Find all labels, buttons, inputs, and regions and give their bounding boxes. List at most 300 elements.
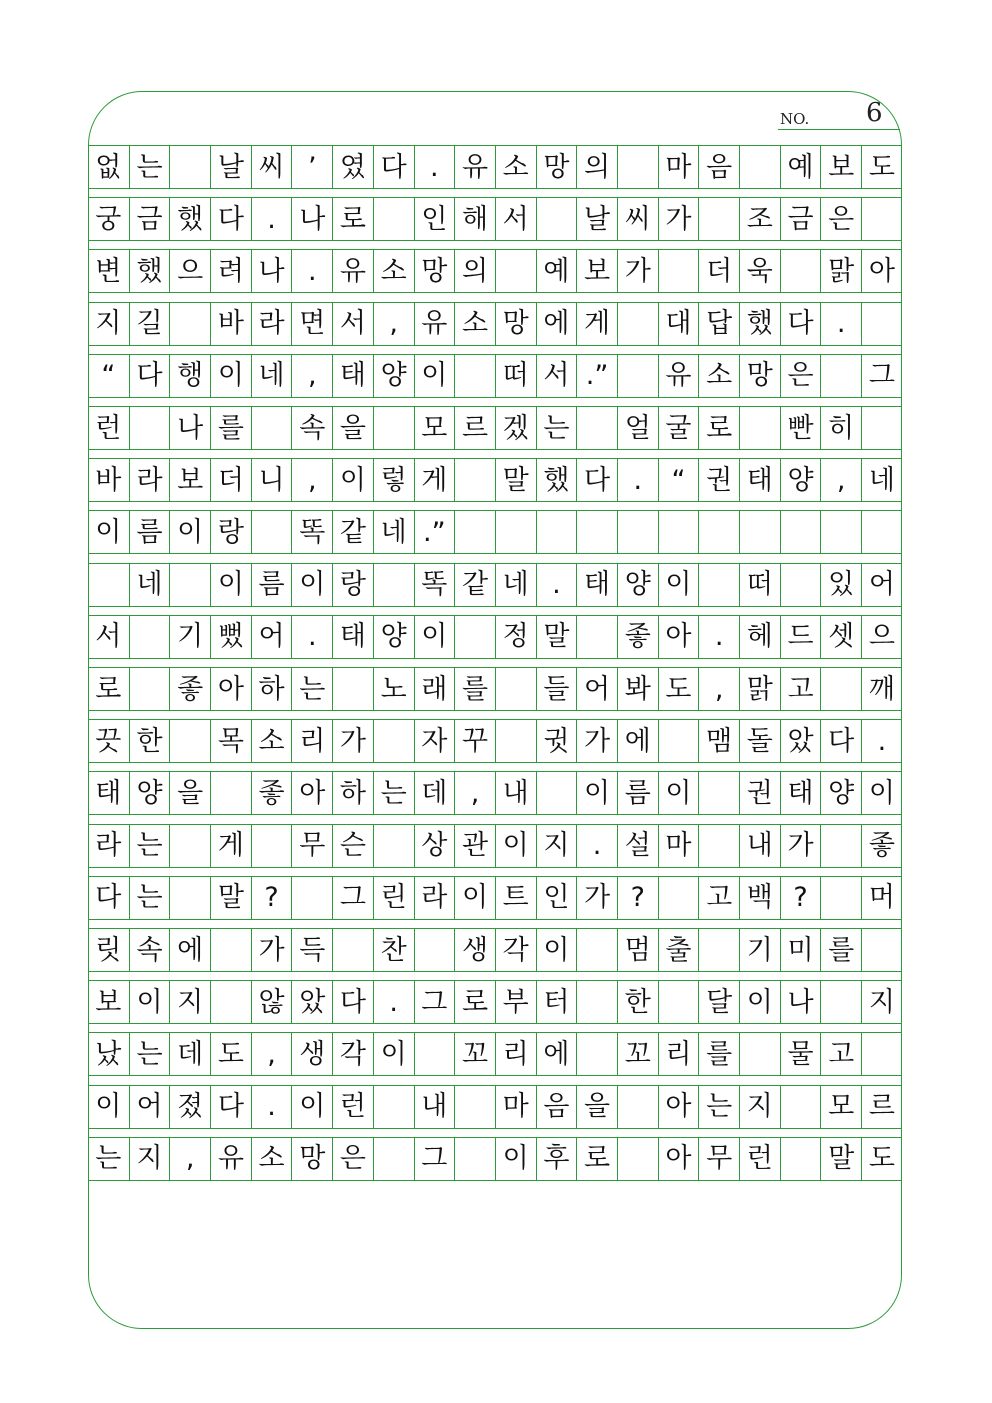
manuscript-cell: 멈 <box>617 929 658 971</box>
manuscript-cell: 보 <box>820 146 861 188</box>
manuscript-cell: 지 <box>536 825 577 867</box>
manuscript-cell: 가 <box>658 198 699 240</box>
manuscript-cell: 네 <box>251 355 292 397</box>
manuscript-cell: 터 <box>536 981 577 1023</box>
manuscript-cell: 런 <box>332 1086 373 1128</box>
manuscript-cell: 를 <box>698 1033 739 1075</box>
manuscript-cell: 깨 <box>861 668 902 710</box>
manuscript-cell: 로 <box>454 981 495 1023</box>
manuscript-cell: 로 <box>698 407 739 449</box>
manuscript-cell: 서 <box>95 621 122 653</box>
manuscript-cell: 려 <box>210 250 251 292</box>
manuscript-cell: . <box>617 459 658 501</box>
manuscript-cell <box>617 146 658 188</box>
manuscript-cell: 이 <box>373 1033 414 1075</box>
manuscript-cell: 이 <box>414 355 455 397</box>
manuscript-cell: ? <box>251 877 292 919</box>
manuscript-cell: 이 <box>291 1086 332 1128</box>
manuscript-cell <box>576 407 617 449</box>
manuscript-cell: “ <box>101 360 116 392</box>
manuscript-cell: , <box>291 459 332 501</box>
manuscript-cell <box>129 668 170 710</box>
manuscript-cell: ? <box>617 877 658 919</box>
manuscript-cell: 어 <box>251 616 292 658</box>
manuscript-cell: 득 <box>291 929 332 971</box>
manuscript-cell: 태 <box>332 616 373 658</box>
manuscript-cell: “ <box>658 459 699 501</box>
manuscript-cell: 아 <box>658 616 699 658</box>
manuscript-cell: 을 <box>332 407 373 449</box>
manuscript-cell: 릿 <box>95 934 122 966</box>
manuscript-cell: 무 <box>698 1138 739 1180</box>
manuscript-cell: 조 <box>739 198 780 240</box>
manuscript-cell: 지 <box>95 308 122 340</box>
manuscript-cell: 나 <box>780 981 821 1023</box>
manuscript-cell: 로 <box>576 1138 617 1180</box>
manuscript-cell: 소 <box>698 355 739 397</box>
manuscript-cell: 다 <box>95 882 122 914</box>
manuscript-cell: 지 <box>129 1138 170 1180</box>
manuscript-cell <box>129 616 170 658</box>
manuscript-cell: 이 <box>169 511 210 553</box>
manuscript-cell <box>780 1086 821 1128</box>
manuscript-cell: 로 <box>95 673 122 705</box>
manuscript-cell: 이 <box>291 564 332 606</box>
manuscript-cell: . <box>820 303 861 345</box>
manuscript-row <box>88 980 902 1024</box>
manuscript-cell: 귓 <box>536 720 577 762</box>
manuscript-cell: 음 <box>536 1086 577 1128</box>
manuscript-cell: 아 <box>210 668 251 710</box>
manuscript-cell: 권 <box>698 459 739 501</box>
manuscript-cell: 부 <box>495 981 536 1023</box>
manuscript-cell: , <box>454 772 495 814</box>
manuscript-cell <box>210 772 251 814</box>
manuscript-cell: 꼬 <box>454 1033 495 1075</box>
manuscript-cell: 좋 <box>861 825 902 867</box>
manuscript-cell: 있 <box>820 564 861 606</box>
manuscript-cell: 소 <box>251 720 292 762</box>
manuscript-cell <box>698 564 739 606</box>
manuscript-cell: 유 <box>332 250 373 292</box>
manuscript-cell: 아 <box>291 772 332 814</box>
manuscript-cell: 태 <box>780 772 821 814</box>
manuscript-cell <box>454 459 495 501</box>
manuscript-cell: .” <box>414 511 455 553</box>
manuscript-cell: 고 <box>780 668 821 710</box>
manuscript-cell: 았 <box>291 981 332 1023</box>
manuscript-cell: 지 <box>739 1086 780 1128</box>
manuscript-cell: 없 <box>95 151 122 183</box>
page-number-label: NO. <box>780 110 810 128</box>
manuscript-cell: 변 <box>95 255 122 287</box>
manuscript-cell: 소 <box>251 1138 292 1180</box>
manuscript-cell: 찬 <box>373 929 414 971</box>
manuscript-cell: 했 <box>739 303 780 345</box>
manuscript-cell: 궁 <box>95 203 122 235</box>
manuscript-cell: 똑 <box>291 511 332 553</box>
manuscript-row <box>88 302 902 346</box>
manuscript-cell: 인 <box>536 877 577 919</box>
manuscript-cell: 어 <box>129 1086 170 1128</box>
manuscript-row <box>88 719 902 763</box>
manuscript-cell <box>780 564 821 606</box>
manuscript-cell <box>332 929 373 971</box>
manuscript-cell <box>129 407 170 449</box>
manuscript-cell: 라 <box>414 877 455 919</box>
manuscript-cell: 마 <box>658 825 699 867</box>
manuscript-cell: 게 <box>576 303 617 345</box>
manuscript-cell: 다 <box>780 303 821 345</box>
manuscript-cell <box>576 929 617 971</box>
manuscript-cell: . <box>698 616 739 658</box>
manuscript-cell: 소 <box>495 146 536 188</box>
manuscript-cell <box>495 720 536 762</box>
manuscript-cell: 좋 <box>251 772 292 814</box>
manuscript-cell: 는 <box>536 407 577 449</box>
manuscript-cell: 금 <box>780 198 821 240</box>
manuscript-cell: 를 <box>454 668 495 710</box>
page-number: 6 <box>866 98 883 128</box>
manuscript-cell <box>332 668 373 710</box>
manuscript-cell: 름 <box>129 511 170 553</box>
manuscript-cell: 는 <box>698 1086 739 1128</box>
manuscript-cell: 가 <box>617 250 658 292</box>
manuscript-cell <box>820 981 861 1023</box>
manuscript-cell: 유 <box>658 355 699 397</box>
manuscript-cell <box>373 198 414 240</box>
manuscript-cell: 예 <box>780 146 821 188</box>
manuscript-cell: 트 <box>495 877 536 919</box>
manuscript-cell <box>658 877 699 919</box>
manuscript-cell: 달 <box>698 981 739 1023</box>
manuscript-cell: 아 <box>658 1086 699 1128</box>
manuscript-cell <box>780 1138 821 1180</box>
manuscript-cell: 소 <box>454 303 495 345</box>
manuscript-cell <box>658 981 699 1023</box>
manuscript-cell: 고 <box>698 877 739 919</box>
manuscript-cell <box>861 1033 902 1075</box>
manuscript-cell: . <box>373 981 414 1023</box>
manuscript-cell: 했 <box>536 459 577 501</box>
manuscript-cell <box>210 981 251 1023</box>
manuscript-cell <box>780 511 821 553</box>
manuscript-cell: ’ <box>291 146 332 188</box>
manuscript-cell <box>617 355 658 397</box>
manuscript-cell <box>861 511 902 553</box>
manuscript-cell <box>414 1033 455 1075</box>
manuscript-cell: 름 <box>251 564 292 606</box>
manuscript-cell: 각 <box>495 929 536 971</box>
manuscript-cell: 자 <box>414 720 455 762</box>
manuscript-cell: 다 <box>210 1086 251 1128</box>
manuscript-cell: 해 <box>454 198 495 240</box>
manuscript-row <box>88 145 902 189</box>
manuscript-cell: 후 <box>536 1138 577 1180</box>
manuscript-cell: 는 <box>95 1143 122 1175</box>
manuscript-cell: 똑 <box>414 564 455 606</box>
manuscript-cell <box>617 1138 658 1180</box>
manuscript-cell: 였 <box>332 146 373 188</box>
manuscript-cell <box>698 825 739 867</box>
manuscript-cell <box>536 772 577 814</box>
manuscript-cell: . <box>291 616 332 658</box>
manuscript-cell: 맑 <box>739 668 780 710</box>
manuscript-cell: 씨 <box>617 198 658 240</box>
manuscript-cell <box>495 511 536 553</box>
manuscript-cell: 금 <box>129 198 170 240</box>
manuscript-cell: 았 <box>780 720 821 762</box>
manuscript-cell: , <box>698 668 739 710</box>
manuscript-cell: 하 <box>251 668 292 710</box>
manuscript-cell: 셋 <box>820 616 861 658</box>
manuscript-cell: 다 <box>210 198 251 240</box>
manuscript-cell: 나 <box>251 250 292 292</box>
manuscript-cell: 리 <box>495 1033 536 1075</box>
manuscript-row <box>88 354 902 398</box>
manuscript-cell <box>373 825 414 867</box>
manuscript-cell: 아 <box>658 1138 699 1180</box>
manuscript-cell <box>495 668 536 710</box>
manuscript-cell: 예 <box>536 250 577 292</box>
manuscript-cell: 가 <box>576 720 617 762</box>
manuscript-cell: 유 <box>210 1138 251 1180</box>
manuscript-cell: 도 <box>861 146 902 188</box>
manuscript-cell: 이 <box>576 772 617 814</box>
manuscript-cell <box>739 407 780 449</box>
manuscript-cell: 다 <box>576 459 617 501</box>
manuscript-cell: 꼬 <box>617 1033 658 1075</box>
manuscript-cell: 인 <box>414 198 455 240</box>
manuscript-cell: 바 <box>95 464 122 496</box>
manuscript-cell <box>658 720 699 762</box>
manuscript-row <box>88 1085 902 1129</box>
manuscript-cell: 모 <box>820 1086 861 1128</box>
manuscript-cell: 도 <box>210 1033 251 1075</box>
manuscript-cell: 다 <box>373 146 414 188</box>
manuscript-cell: 망 <box>495 303 536 345</box>
manuscript-cell <box>658 511 699 553</box>
manuscript-cell: 망 <box>536 146 577 188</box>
manuscript-cell <box>739 146 780 188</box>
manuscript-cell <box>658 250 699 292</box>
manuscript-cell: 빤 <box>780 407 821 449</box>
manuscript-cell: 이 <box>129 981 170 1023</box>
manuscript-cell <box>495 250 536 292</box>
manuscript-cell: 렇 <box>373 459 414 501</box>
manuscript-cell: 지 <box>169 981 210 1023</box>
manuscript-cell: 이 <box>495 825 536 867</box>
manuscript-cell <box>739 511 780 553</box>
manuscript-cell: 겠 <box>495 407 536 449</box>
manuscript-cell: , <box>820 459 861 501</box>
manuscript-cell: 다 <box>129 355 170 397</box>
manuscript-cell: 같 <box>454 564 495 606</box>
manuscript-cell: 게 <box>414 459 455 501</box>
manuscript-grid <box>88 0 902 1403</box>
manuscript-cell: 어 <box>861 564 902 606</box>
manuscript-cell <box>576 981 617 1023</box>
manuscript-cell: 이 <box>658 564 699 606</box>
manuscript-cell: 정 <box>495 616 536 658</box>
manuscript-cell: 에 <box>536 1033 577 1075</box>
manuscript-cell: 미 <box>780 929 821 971</box>
manuscript-row <box>88 824 902 868</box>
manuscript-cell: 얼 <box>617 407 658 449</box>
manuscript-cell <box>210 929 251 971</box>
manuscript-cell: 를 <box>210 407 251 449</box>
manuscript-cell <box>576 1033 617 1075</box>
manuscript-cell: 는 <box>129 825 170 867</box>
manuscript-cell: 망 <box>291 1138 332 1180</box>
manuscript-cell: 은 <box>780 355 821 397</box>
manuscript-cell: 욱 <box>739 250 780 292</box>
manuscript-cell <box>820 511 861 553</box>
manuscript-row <box>88 1032 902 1076</box>
manuscript-cell: 이 <box>454 877 495 919</box>
manuscript-cell: 름 <box>617 772 658 814</box>
manuscript-cell: 네 <box>495 564 536 606</box>
manuscript-cell: 모 <box>414 407 455 449</box>
manuscript-cell: 니 <box>251 459 292 501</box>
manuscript-cell: 길 <box>129 303 170 345</box>
manuscript-cell: 바 <box>210 303 251 345</box>
manuscript-cell <box>536 511 577 553</box>
manuscript-cell <box>251 407 292 449</box>
manuscript-cell: 르 <box>454 407 495 449</box>
manuscript-cell: 래 <box>414 668 455 710</box>
manuscript-cell: 속 <box>291 407 332 449</box>
manuscript-cell: 양 <box>373 355 414 397</box>
manuscript-cell: 르 <box>861 1086 902 1128</box>
manuscript-cell: 씨 <box>251 146 292 188</box>
manuscript-cell <box>698 198 739 240</box>
manuscript-cell: 서 <box>536 355 577 397</box>
manuscript-cell: 망 <box>414 250 455 292</box>
manuscript-cell: 지 <box>861 981 902 1023</box>
manuscript-cell <box>861 407 902 449</box>
manuscript-cell: 런 <box>95 412 122 444</box>
manuscript-cell: , <box>169 1138 210 1180</box>
manuscript-cell <box>617 1086 658 1128</box>
manuscript-cell: . <box>536 564 577 606</box>
manuscript-cell <box>251 511 292 553</box>
manuscript-cell: 말 <box>495 459 536 501</box>
manuscript-cell: 태 <box>739 459 780 501</box>
manuscript-cell: 음 <box>698 146 739 188</box>
manuscript-cell <box>820 825 861 867</box>
manuscript-cell: 린 <box>373 877 414 919</box>
manuscript-cell: , <box>251 1033 292 1075</box>
manuscript-cell: 출 <box>658 929 699 971</box>
manuscript-cell: 양 <box>617 564 658 606</box>
manuscript-cell: 굴 <box>658 407 699 449</box>
manuscript-cell: 면 <box>291 303 332 345</box>
manuscript-cell <box>454 355 495 397</box>
manuscript-cell: 어 <box>576 668 617 710</box>
manuscript-row <box>88 563 902 607</box>
manuscript-cell <box>373 720 414 762</box>
manuscript-cell: 물 <box>780 1033 821 1075</box>
manuscript-cell: 의 <box>576 146 617 188</box>
manuscript-cell: 맑 <box>820 250 861 292</box>
manuscript-cell: 돌 <box>739 720 780 762</box>
manuscript-cell: 노 <box>373 668 414 710</box>
manuscript-cell: 양 <box>780 459 821 501</box>
manuscript-cell: 은 <box>332 1138 373 1180</box>
manuscript-cell: 으 <box>169 250 210 292</box>
manuscript-cell: ? <box>780 877 821 919</box>
manuscript-cell: 의 <box>454 250 495 292</box>
manuscript-cell: .” <box>576 355 617 397</box>
manuscript-cell: 한 <box>129 720 170 762</box>
manuscript-cell: 고 <box>820 1033 861 1075</box>
manuscript-cell: 으 <box>861 616 902 658</box>
manuscript-cell: 리 <box>658 1033 699 1075</box>
manuscript-cell <box>169 303 210 345</box>
manuscript-cell <box>820 877 861 919</box>
manuscript-cell: 뻤 <box>210 616 251 658</box>
manuscript-cell: , <box>373 303 414 345</box>
manuscript-row <box>88 667 902 711</box>
manuscript-cell: 랑 <box>210 511 251 553</box>
manuscript-cell: 이 <box>739 981 780 1023</box>
manuscript-cell: 각 <box>332 1033 373 1075</box>
manuscript-cell: 생 <box>454 929 495 971</box>
manuscript-cell: 백 <box>739 877 780 919</box>
manuscript-cell <box>698 511 739 553</box>
manuscript-cell <box>373 407 414 449</box>
manuscript-cell: 네 <box>373 511 414 553</box>
manuscript-row <box>88 928 902 972</box>
manuscript-cell: 그 <box>414 1138 455 1180</box>
manuscript-cell: 관 <box>454 825 495 867</box>
manuscript-cell <box>454 1086 495 1128</box>
manuscript-cell: 태 <box>576 564 617 606</box>
manuscript-cell: 행 <box>169 355 210 397</box>
manuscript-cell: 드 <box>780 616 821 658</box>
manuscript-cell: 에 <box>617 720 658 762</box>
manuscript-cell <box>373 1086 414 1128</box>
manuscript-cell: 했 <box>169 198 210 240</box>
manuscript-cell: 서 <box>495 198 536 240</box>
manuscript-cell: 졌 <box>169 1086 210 1128</box>
manuscript-cell <box>169 877 210 919</box>
manuscript-cell: 랑 <box>332 564 373 606</box>
manuscript-cell: 보 <box>95 986 122 1018</box>
manuscript-cell: 했 <box>129 250 170 292</box>
manuscript-cell: 더 <box>698 250 739 292</box>
manuscript-cell: 마 <box>495 1086 536 1128</box>
manuscript-cell: 양 <box>129 772 170 814</box>
manuscript-cell: 났 <box>95 1038 122 1070</box>
manuscript-row <box>88 876 902 920</box>
manuscript-cell: 네 <box>861 459 902 501</box>
manuscript-cell: 속 <box>129 929 170 971</box>
manuscript-cell: 말 <box>210 877 251 919</box>
manuscript-cell: 이 <box>95 1091 122 1123</box>
manuscript-cell <box>414 929 455 971</box>
manuscript-cell: 더 <box>210 459 251 501</box>
manuscript-cell <box>88 564 129 606</box>
manuscript-row <box>88 406 902 450</box>
manuscript-cell: 날 <box>576 198 617 240</box>
manuscript-cell: 내 <box>495 772 536 814</box>
manuscript-cell: 가 <box>576 877 617 919</box>
manuscript-cell: 봐 <box>617 668 658 710</box>
manuscript-cell: 도 <box>658 668 699 710</box>
manuscript-cell <box>820 355 861 397</box>
